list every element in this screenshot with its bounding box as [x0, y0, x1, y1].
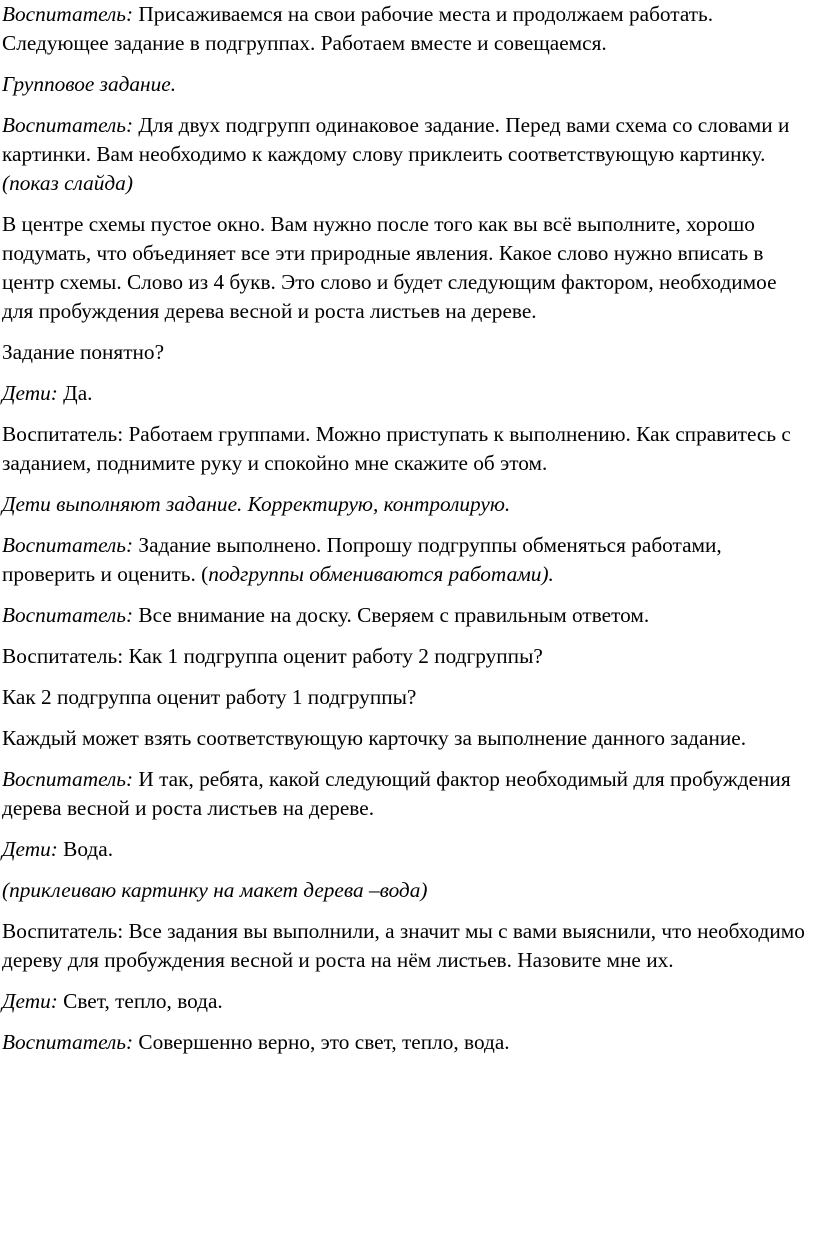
speaker-label: Воспитатель: — [2, 2, 134, 26]
paragraph-15 — [2, 835, 812, 864]
stage-direction: Дети выполняют задание. Корректирую, контролирую. — [2, 492, 511, 516]
speaker-label: Дети: — [2, 989, 58, 1013]
paragraph-14 — [2, 765, 812, 823]
paragraph-13 — [2, 724, 812, 753]
paragraph-2 — [2, 70, 812, 99]
paragraph-text: Совершенно верно, это свет, тепло, вода. — [133, 1030, 510, 1054]
paragraph-text: Вода. — [57, 837, 114, 861]
speaker-label: Воспитатель: — [2, 533, 134, 557]
paragraph-6 — [2, 379, 812, 408]
paragraph-19 — [2, 1028, 812, 1057]
paragraph-text: Задание понятно? — [2, 340, 165, 364]
paragraph-text: Как 2 подгруппа оценит работу 1 подгруппы? — [2, 685, 417, 709]
paragraph-text: Воспитатель: Как 1 подгруппа оценит работу 2 подгруппы? — [2, 644, 543, 668]
paragraph-18 — [2, 987, 812, 1016]
paragraph-text: В центре схемы пустое окно. Вам нужно после того как вы всё выполните, хорошо подумать, что объединяет все эти природные явления. Какое слово нужно вписать в центр схемы. Слово из 4 букв. Это слово и будет следующим фактором, необходимое для пробуждения дерева весной и роста листьев на дереве. — [2, 212, 777, 323]
paragraph-4 — [2, 210, 812, 326]
paragraph-text: Воспитатель: Все задания вы выполнили, а значит мы с вами выяснили, что необходимо дереву для пробуждения весной и роста на нём листьев. Назовите мне их. — [2, 919, 805, 972]
paragraph-12 — [2, 683, 812, 712]
document-body — [2, 0, 812, 1069]
paragraph-8 — [2, 490, 812, 519]
paragraph-text: Для двух подгрупп одинаковое задание. Перед вами схема со словами и картинки. Вам необходимо к каждому слову приклеить соответствующую картинку. — [2, 113, 790, 166]
paragraph-text: Да. — [57, 381, 93, 405]
stage-direction: подгруппы обмениваются работами). — [208, 562, 554, 586]
paragraph-10 — [2, 601, 812, 630]
speaker-label: Воспитатель: — [2, 113, 134, 137]
paragraph-text: Воспитатель: Работаем группами. Можно приступать к выполнению. Как справитесь с заданием, поднимите руку и спокойно мне скажите об этом. — [2, 422, 791, 475]
paragraph-7 — [2, 420, 812, 478]
paragraph-3 — [2, 111, 812, 198]
stage-direction: (показ слайда) — [2, 171, 133, 195]
paragraph-16 — [2, 876, 812, 905]
paragraph-5 — [2, 338, 812, 367]
paragraph-text: Каждый может взять соответствующую карточку за выполнение данного задание. — [2, 726, 747, 750]
paragraph-text: Задание выполнено. Попрошу подгруппы обменяться работами, проверить и оценить. ( — [2, 533, 722, 586]
paragraph-11 — [2, 642, 812, 671]
paragraph-text: Все внимание на доску. Сверяем с правильным ответом. — [133, 603, 650, 627]
speaker-label: Воспитатель: — [2, 767, 134, 791]
speaker-label: Дети: — [2, 837, 58, 861]
paragraph-17 — [2, 917, 812, 975]
paragraph-text: И так, ребята, какой следующий фактор необходимый для пробуждения дерева весной и роста листьев на дереве. — [2, 767, 791, 820]
speaker-label: Воспитатель: — [2, 1030, 134, 1054]
section-heading: Групповое задание. — [2, 72, 177, 96]
paragraph-text: Присаживаемся на свои рабочие места и продолжаем работать. Следующее задание в подгруппах. Работаем вместе и совещаемся. — [2, 2, 714, 55]
paragraph-text: Свет, тепло, вода. — [57, 989, 223, 1013]
stage-direction: (приклеиваю картинку на макет дерева –вода) — [2, 878, 428, 902]
paragraph-1 — [2, 0, 812, 58]
speaker-label: Дети: — [2, 381, 58, 405]
speaker-label: Воспитатель: — [2, 603, 134, 627]
paragraph-9 — [2, 531, 812, 589]
